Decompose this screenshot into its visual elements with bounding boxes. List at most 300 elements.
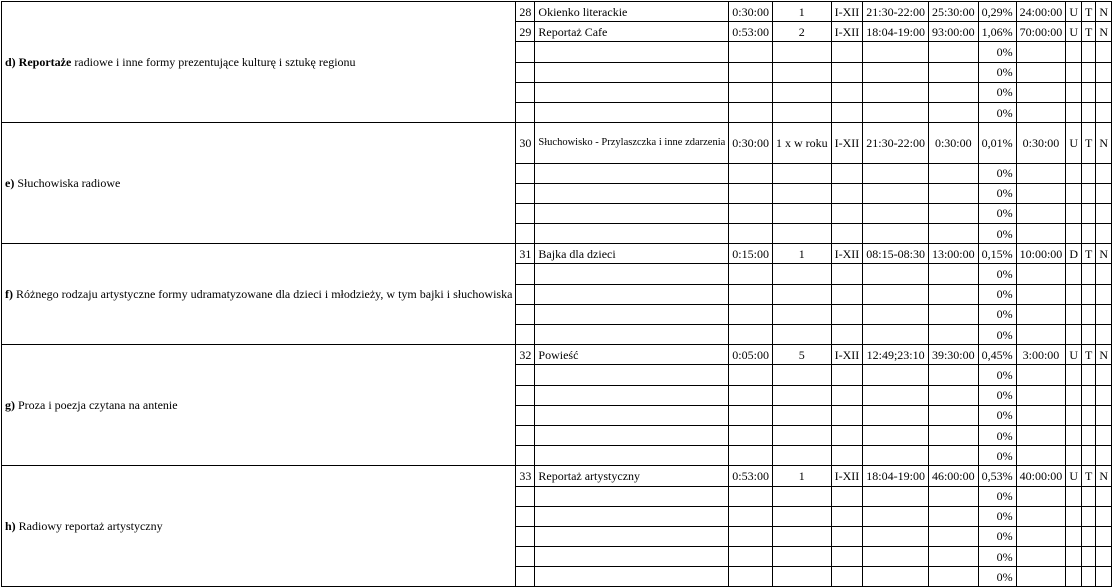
empty-cell xyxy=(516,385,535,405)
table-row xyxy=(2,466,1112,486)
empty-cell xyxy=(928,385,978,405)
share-percent-cell: 0% xyxy=(978,224,1016,244)
empty-cell xyxy=(1081,203,1095,223)
premiere-time-cell: 70:00:00 xyxy=(1016,22,1066,42)
empty-cell xyxy=(729,446,773,466)
empty-cell xyxy=(863,506,929,526)
share-percent-cell: 0% xyxy=(978,325,1016,345)
empty-cell xyxy=(1016,325,1066,345)
empty-cell xyxy=(1016,486,1066,506)
empty-cell xyxy=(863,183,929,203)
empty-cell xyxy=(516,486,535,506)
empty-cell xyxy=(1081,486,1095,506)
empty-cell xyxy=(516,365,535,385)
tn-code-cell: T xyxy=(1081,2,1095,22)
empty-cell xyxy=(831,203,863,223)
empty-cell xyxy=(772,567,831,587)
tn-code-cell: T xyxy=(1081,123,1095,163)
share-percent-cell: 0% xyxy=(978,486,1016,506)
empty-cell xyxy=(928,62,978,82)
months-cell: I-XII xyxy=(831,244,863,264)
months-cell: I-XII xyxy=(831,466,863,486)
duration-cell: 0:53:00 xyxy=(729,22,773,42)
empty-cell xyxy=(1016,62,1066,82)
empty-cell xyxy=(535,385,729,405)
share-percent-cell: 0% xyxy=(978,425,1016,445)
empty-cell xyxy=(928,405,978,425)
empty-cell xyxy=(1066,82,1082,102)
frequency-cell: 1 x w roku xyxy=(772,123,831,163)
program-number-cell: 29 xyxy=(516,22,535,42)
empty-cell xyxy=(831,526,863,546)
empty-cell xyxy=(516,264,535,284)
program-title-cell: Okienko literackie xyxy=(535,2,729,22)
empty-cell xyxy=(516,547,535,567)
empty-cell xyxy=(928,547,978,567)
category-label: Różnego rodzaju artystyczne formy udramatyzowane dla dzieci i młodzieży, w tym bajki i słuchowiska xyxy=(13,287,513,302)
type-code-cell: D xyxy=(1066,244,1082,264)
share-percent-cell: 0% xyxy=(978,284,1016,304)
share-percent-cell: 0,15% xyxy=(978,244,1016,264)
category-letter: h) xyxy=(5,519,16,534)
empty-cell xyxy=(772,224,831,244)
empty-cell xyxy=(1016,506,1066,526)
n-code-cell: N xyxy=(1096,123,1112,163)
empty-cell xyxy=(1096,304,1112,324)
empty-cell xyxy=(516,203,535,223)
share-percent-cell: 0% xyxy=(978,365,1016,385)
n-code-cell: N xyxy=(1096,466,1112,486)
empty-cell xyxy=(1066,325,1082,345)
category-cell xyxy=(2,123,516,244)
empty-cell xyxy=(729,224,773,244)
program-title-cell: Bajka dla dzieci xyxy=(535,244,729,264)
category-letter: d) Reportaże xyxy=(5,55,72,70)
duration-cell: 0:30:00 xyxy=(729,2,773,22)
empty-cell xyxy=(516,62,535,82)
empty-cell xyxy=(1016,284,1066,304)
share-percent-cell: 0,29% xyxy=(978,2,1016,22)
empty-cell xyxy=(772,365,831,385)
empty-cell xyxy=(1081,102,1095,122)
empty-cell xyxy=(1016,385,1066,405)
program-number-cell: 28 xyxy=(516,2,535,22)
empty-cell xyxy=(516,425,535,445)
empty-cell xyxy=(1096,405,1112,425)
hours-cell: 12:49;23:10 xyxy=(863,345,929,365)
empty-cell xyxy=(1066,62,1082,82)
empty-cell xyxy=(729,567,773,587)
program-number-cell: 32 xyxy=(516,345,535,365)
hours-cell: 18:04-19:00 xyxy=(863,466,929,486)
empty-cell xyxy=(1096,506,1112,526)
empty-cell xyxy=(1096,325,1112,345)
empty-cell xyxy=(729,547,773,567)
empty-cell xyxy=(1096,365,1112,385)
empty-cell xyxy=(863,486,929,506)
empty-cell xyxy=(772,486,831,506)
empty-cell xyxy=(1066,526,1082,546)
category-cell xyxy=(2,466,516,587)
empty-cell xyxy=(928,425,978,445)
empty-cell xyxy=(863,526,929,546)
empty-cell xyxy=(928,486,978,506)
empty-cell xyxy=(516,42,535,62)
empty-cell xyxy=(1081,567,1095,587)
empty-cell xyxy=(1016,446,1066,466)
total-time-cell: 13:00:00 xyxy=(928,244,978,264)
empty-cell xyxy=(1066,304,1082,324)
share-percent-cell: 0% xyxy=(978,506,1016,526)
category-label: Proza i poezja czytana na antenie xyxy=(15,398,178,413)
duration-cell: 0:53:00 xyxy=(729,466,773,486)
share-percent-cell: 0% xyxy=(978,547,1016,567)
empty-cell xyxy=(928,102,978,122)
premiere-time-cell: 0:30:00 xyxy=(1016,123,1066,163)
empty-cell xyxy=(535,42,729,62)
empty-cell xyxy=(863,425,929,445)
empty-cell xyxy=(1081,506,1095,526)
empty-cell xyxy=(831,325,863,345)
empty-cell xyxy=(1096,284,1112,304)
empty-cell xyxy=(535,183,729,203)
empty-cell xyxy=(516,405,535,425)
empty-cell xyxy=(729,526,773,546)
empty-cell xyxy=(772,304,831,324)
empty-cell xyxy=(516,567,535,587)
empty-cell xyxy=(831,224,863,244)
empty-cell xyxy=(1016,42,1066,62)
empty-cell xyxy=(729,203,773,223)
share-percent-cell: 0% xyxy=(978,62,1016,82)
empty-cell xyxy=(535,82,729,102)
program-number-cell: 31 xyxy=(516,244,535,264)
empty-cell xyxy=(772,264,831,284)
share-percent-cell: 1,06% xyxy=(978,22,1016,42)
empty-cell xyxy=(729,284,773,304)
tn-code-cell: T xyxy=(1081,22,1095,42)
total-time-cell: 0:30:00 xyxy=(928,123,978,163)
empty-cell xyxy=(772,163,831,183)
empty-cell xyxy=(772,284,831,304)
category-cell xyxy=(2,345,516,466)
share-percent-cell: 0% xyxy=(978,203,1016,223)
empty-cell xyxy=(729,325,773,345)
empty-cell xyxy=(831,284,863,304)
empty-cell xyxy=(1096,183,1112,203)
empty-cell xyxy=(516,284,535,304)
empty-cell xyxy=(1066,224,1082,244)
category-label: Słuchowiska radiowe xyxy=(14,176,121,191)
type-code-cell: U xyxy=(1066,123,1082,163)
share-percent-cell: 0% xyxy=(978,183,1016,203)
table-row xyxy=(2,2,1112,22)
empty-cell xyxy=(1096,547,1112,567)
empty-cell xyxy=(772,385,831,405)
table-row xyxy=(2,123,1112,163)
empty-cell xyxy=(863,102,929,122)
empty-cell xyxy=(535,547,729,567)
empty-cell xyxy=(1016,203,1066,223)
empty-cell xyxy=(1016,224,1066,244)
empty-cell xyxy=(1096,163,1112,183)
empty-cell xyxy=(535,304,729,324)
empty-cell xyxy=(1081,163,1095,183)
empty-cell xyxy=(863,446,929,466)
empty-cell xyxy=(1081,547,1095,567)
empty-cell xyxy=(1016,183,1066,203)
n-code-cell: N xyxy=(1096,244,1112,264)
empty-cell xyxy=(729,183,773,203)
empty-cell xyxy=(1066,547,1082,567)
empty-cell xyxy=(535,405,729,425)
empty-cell xyxy=(831,547,863,567)
empty-cell xyxy=(1081,42,1095,62)
premiere-time-cell: 10:00:00 xyxy=(1016,244,1066,264)
hours-cell: 21:30-22:00 xyxy=(863,123,929,163)
premiere-time-cell: 3:00:00 xyxy=(1016,345,1066,365)
empty-cell xyxy=(863,224,929,244)
empty-cell xyxy=(772,547,831,567)
empty-cell xyxy=(1016,547,1066,567)
empty-cell xyxy=(831,163,863,183)
program-title-cell: Reportaż artystyczny xyxy=(535,466,729,486)
empty-cell xyxy=(1096,102,1112,122)
empty-cell xyxy=(928,304,978,324)
empty-cell xyxy=(535,365,729,385)
share-percent-cell: 0% xyxy=(978,82,1016,102)
empty-cell xyxy=(1081,183,1095,203)
table-row xyxy=(2,244,1112,264)
empty-cell xyxy=(831,82,863,102)
empty-cell xyxy=(772,405,831,425)
empty-cell xyxy=(1081,425,1095,445)
empty-cell xyxy=(1081,365,1095,385)
category-letter: f) xyxy=(5,287,13,302)
program-number-cell: 33 xyxy=(516,466,535,486)
empty-cell xyxy=(1081,224,1095,244)
empty-cell xyxy=(928,526,978,546)
empty-cell xyxy=(1081,325,1095,345)
empty-cell xyxy=(772,526,831,546)
share-percent-cell: 0% xyxy=(978,163,1016,183)
empty-cell xyxy=(831,42,863,62)
empty-cell xyxy=(1016,425,1066,445)
empty-cell xyxy=(1066,203,1082,223)
schedule-table xyxy=(1,1,1112,587)
empty-cell xyxy=(535,163,729,183)
empty-cell xyxy=(1066,365,1082,385)
empty-cell xyxy=(535,264,729,284)
empty-cell xyxy=(1066,102,1082,122)
duration-cell: 0:05:00 xyxy=(729,345,773,365)
program-title-cell: Powieść xyxy=(535,345,729,365)
empty-cell xyxy=(1016,264,1066,284)
empty-cell xyxy=(772,82,831,102)
frequency-cell: 2 xyxy=(772,22,831,42)
months-cell: I-XII xyxy=(831,123,863,163)
empty-cell xyxy=(928,82,978,102)
program-title-cell: Reportaż Cafe xyxy=(535,22,729,42)
empty-cell xyxy=(863,82,929,102)
empty-cell xyxy=(831,264,863,284)
empty-cell xyxy=(535,506,729,526)
months-cell: I-XII xyxy=(831,2,863,22)
empty-cell xyxy=(772,425,831,445)
empty-cell xyxy=(1016,82,1066,102)
schedule-table-body xyxy=(2,2,1112,587)
empty-cell xyxy=(863,42,929,62)
empty-cell xyxy=(831,365,863,385)
empty-cell xyxy=(772,62,831,82)
empty-cell xyxy=(831,506,863,526)
empty-cell xyxy=(928,506,978,526)
empty-cell xyxy=(535,486,729,506)
empty-cell xyxy=(729,506,773,526)
category-cell xyxy=(2,244,516,345)
empty-cell xyxy=(772,506,831,526)
empty-cell xyxy=(1066,567,1082,587)
empty-cell xyxy=(928,284,978,304)
empty-cell xyxy=(928,203,978,223)
empty-cell xyxy=(831,183,863,203)
empty-cell xyxy=(729,62,773,82)
empty-cell xyxy=(516,325,535,345)
empty-cell xyxy=(1081,264,1095,284)
share-percent-cell: 0,53% xyxy=(978,466,1016,486)
empty-cell xyxy=(831,567,863,587)
empty-cell xyxy=(1066,486,1082,506)
share-percent-cell: 0% xyxy=(978,567,1016,587)
empty-cell xyxy=(516,224,535,244)
empty-cell xyxy=(1096,385,1112,405)
category-cell xyxy=(2,2,516,123)
empty-cell xyxy=(535,325,729,345)
share-percent-cell: 0% xyxy=(978,264,1016,284)
empty-cell xyxy=(1066,446,1082,466)
n-code-cell: N xyxy=(1096,345,1112,365)
empty-cell xyxy=(1016,163,1066,183)
empty-cell xyxy=(863,304,929,324)
empty-cell xyxy=(729,42,773,62)
total-time-cell: 46:00:00 xyxy=(928,466,978,486)
frequency-cell: 1 xyxy=(772,2,831,22)
empty-cell xyxy=(535,425,729,445)
share-percent-cell: 0% xyxy=(978,102,1016,122)
empty-cell xyxy=(1066,385,1082,405)
empty-cell xyxy=(1081,82,1095,102)
premiere-time-cell: 40:00:00 xyxy=(1016,466,1066,486)
empty-cell xyxy=(1096,446,1112,466)
duration-cell: 0:30:00 xyxy=(729,123,773,163)
empty-cell xyxy=(772,446,831,466)
empty-cell xyxy=(535,102,729,122)
empty-cell xyxy=(535,567,729,587)
frequency-cell: 1 xyxy=(772,466,831,486)
empty-cell xyxy=(831,425,863,445)
duration-cell: 0:15:00 xyxy=(729,244,773,264)
empty-cell xyxy=(1066,284,1082,304)
empty-cell xyxy=(1081,385,1095,405)
empty-cell xyxy=(516,526,535,546)
hours-cell: 21:30-22:00 xyxy=(863,2,929,22)
empty-cell xyxy=(516,102,535,122)
empty-cell xyxy=(516,506,535,526)
empty-cell xyxy=(1066,183,1082,203)
table-row xyxy=(2,345,1112,365)
empty-cell xyxy=(729,102,773,122)
empty-cell xyxy=(831,405,863,425)
empty-cell xyxy=(928,264,978,284)
months-cell: I-XII xyxy=(831,22,863,42)
empty-cell xyxy=(928,42,978,62)
empty-cell xyxy=(1096,62,1112,82)
empty-cell xyxy=(863,163,929,183)
empty-cell xyxy=(516,304,535,324)
empty-cell xyxy=(831,62,863,82)
empty-cell xyxy=(928,224,978,244)
empty-cell xyxy=(1066,264,1082,284)
empty-cell xyxy=(772,102,831,122)
empty-cell xyxy=(1081,304,1095,324)
type-code-cell: U xyxy=(1066,466,1082,486)
total-time-cell: 25:30:00 xyxy=(928,2,978,22)
share-percent-cell: 0,45% xyxy=(978,345,1016,365)
empty-cell xyxy=(1016,102,1066,122)
tn-code-cell: T xyxy=(1081,244,1095,264)
empty-cell xyxy=(1081,405,1095,425)
empty-cell xyxy=(1016,365,1066,385)
empty-cell xyxy=(729,304,773,324)
empty-cell xyxy=(831,102,863,122)
empty-cell xyxy=(535,526,729,546)
tn-code-cell: T xyxy=(1081,466,1095,486)
frequency-cell: 5 xyxy=(772,345,831,365)
empty-cell xyxy=(772,183,831,203)
n-code-cell: N xyxy=(1096,2,1112,22)
empty-cell xyxy=(772,42,831,62)
empty-cell xyxy=(928,365,978,385)
empty-cell xyxy=(1096,82,1112,102)
empty-cell xyxy=(516,446,535,466)
empty-cell xyxy=(1016,304,1066,324)
empty-cell xyxy=(516,82,535,102)
empty-cell xyxy=(729,385,773,405)
empty-cell xyxy=(772,203,831,223)
empty-cell xyxy=(1081,446,1095,466)
tn-code-cell: T xyxy=(1081,345,1095,365)
empty-cell xyxy=(1066,506,1082,526)
empty-cell xyxy=(1081,284,1095,304)
empty-cell xyxy=(1016,405,1066,425)
category-letter: g) xyxy=(5,398,15,413)
empty-cell xyxy=(1096,567,1112,587)
empty-cell xyxy=(1016,526,1066,546)
program-number-cell: 30 xyxy=(516,123,535,163)
empty-cell xyxy=(831,446,863,466)
empty-cell xyxy=(863,567,929,587)
empty-cell xyxy=(1096,486,1112,506)
empty-cell xyxy=(863,264,929,284)
share-percent-cell: 0% xyxy=(978,526,1016,546)
empty-cell xyxy=(863,284,929,304)
empty-cell xyxy=(1081,62,1095,82)
empty-cell xyxy=(1066,42,1082,62)
empty-cell xyxy=(516,183,535,203)
empty-cell xyxy=(1096,203,1112,223)
empty-cell xyxy=(863,547,929,567)
empty-cell xyxy=(1066,425,1082,445)
